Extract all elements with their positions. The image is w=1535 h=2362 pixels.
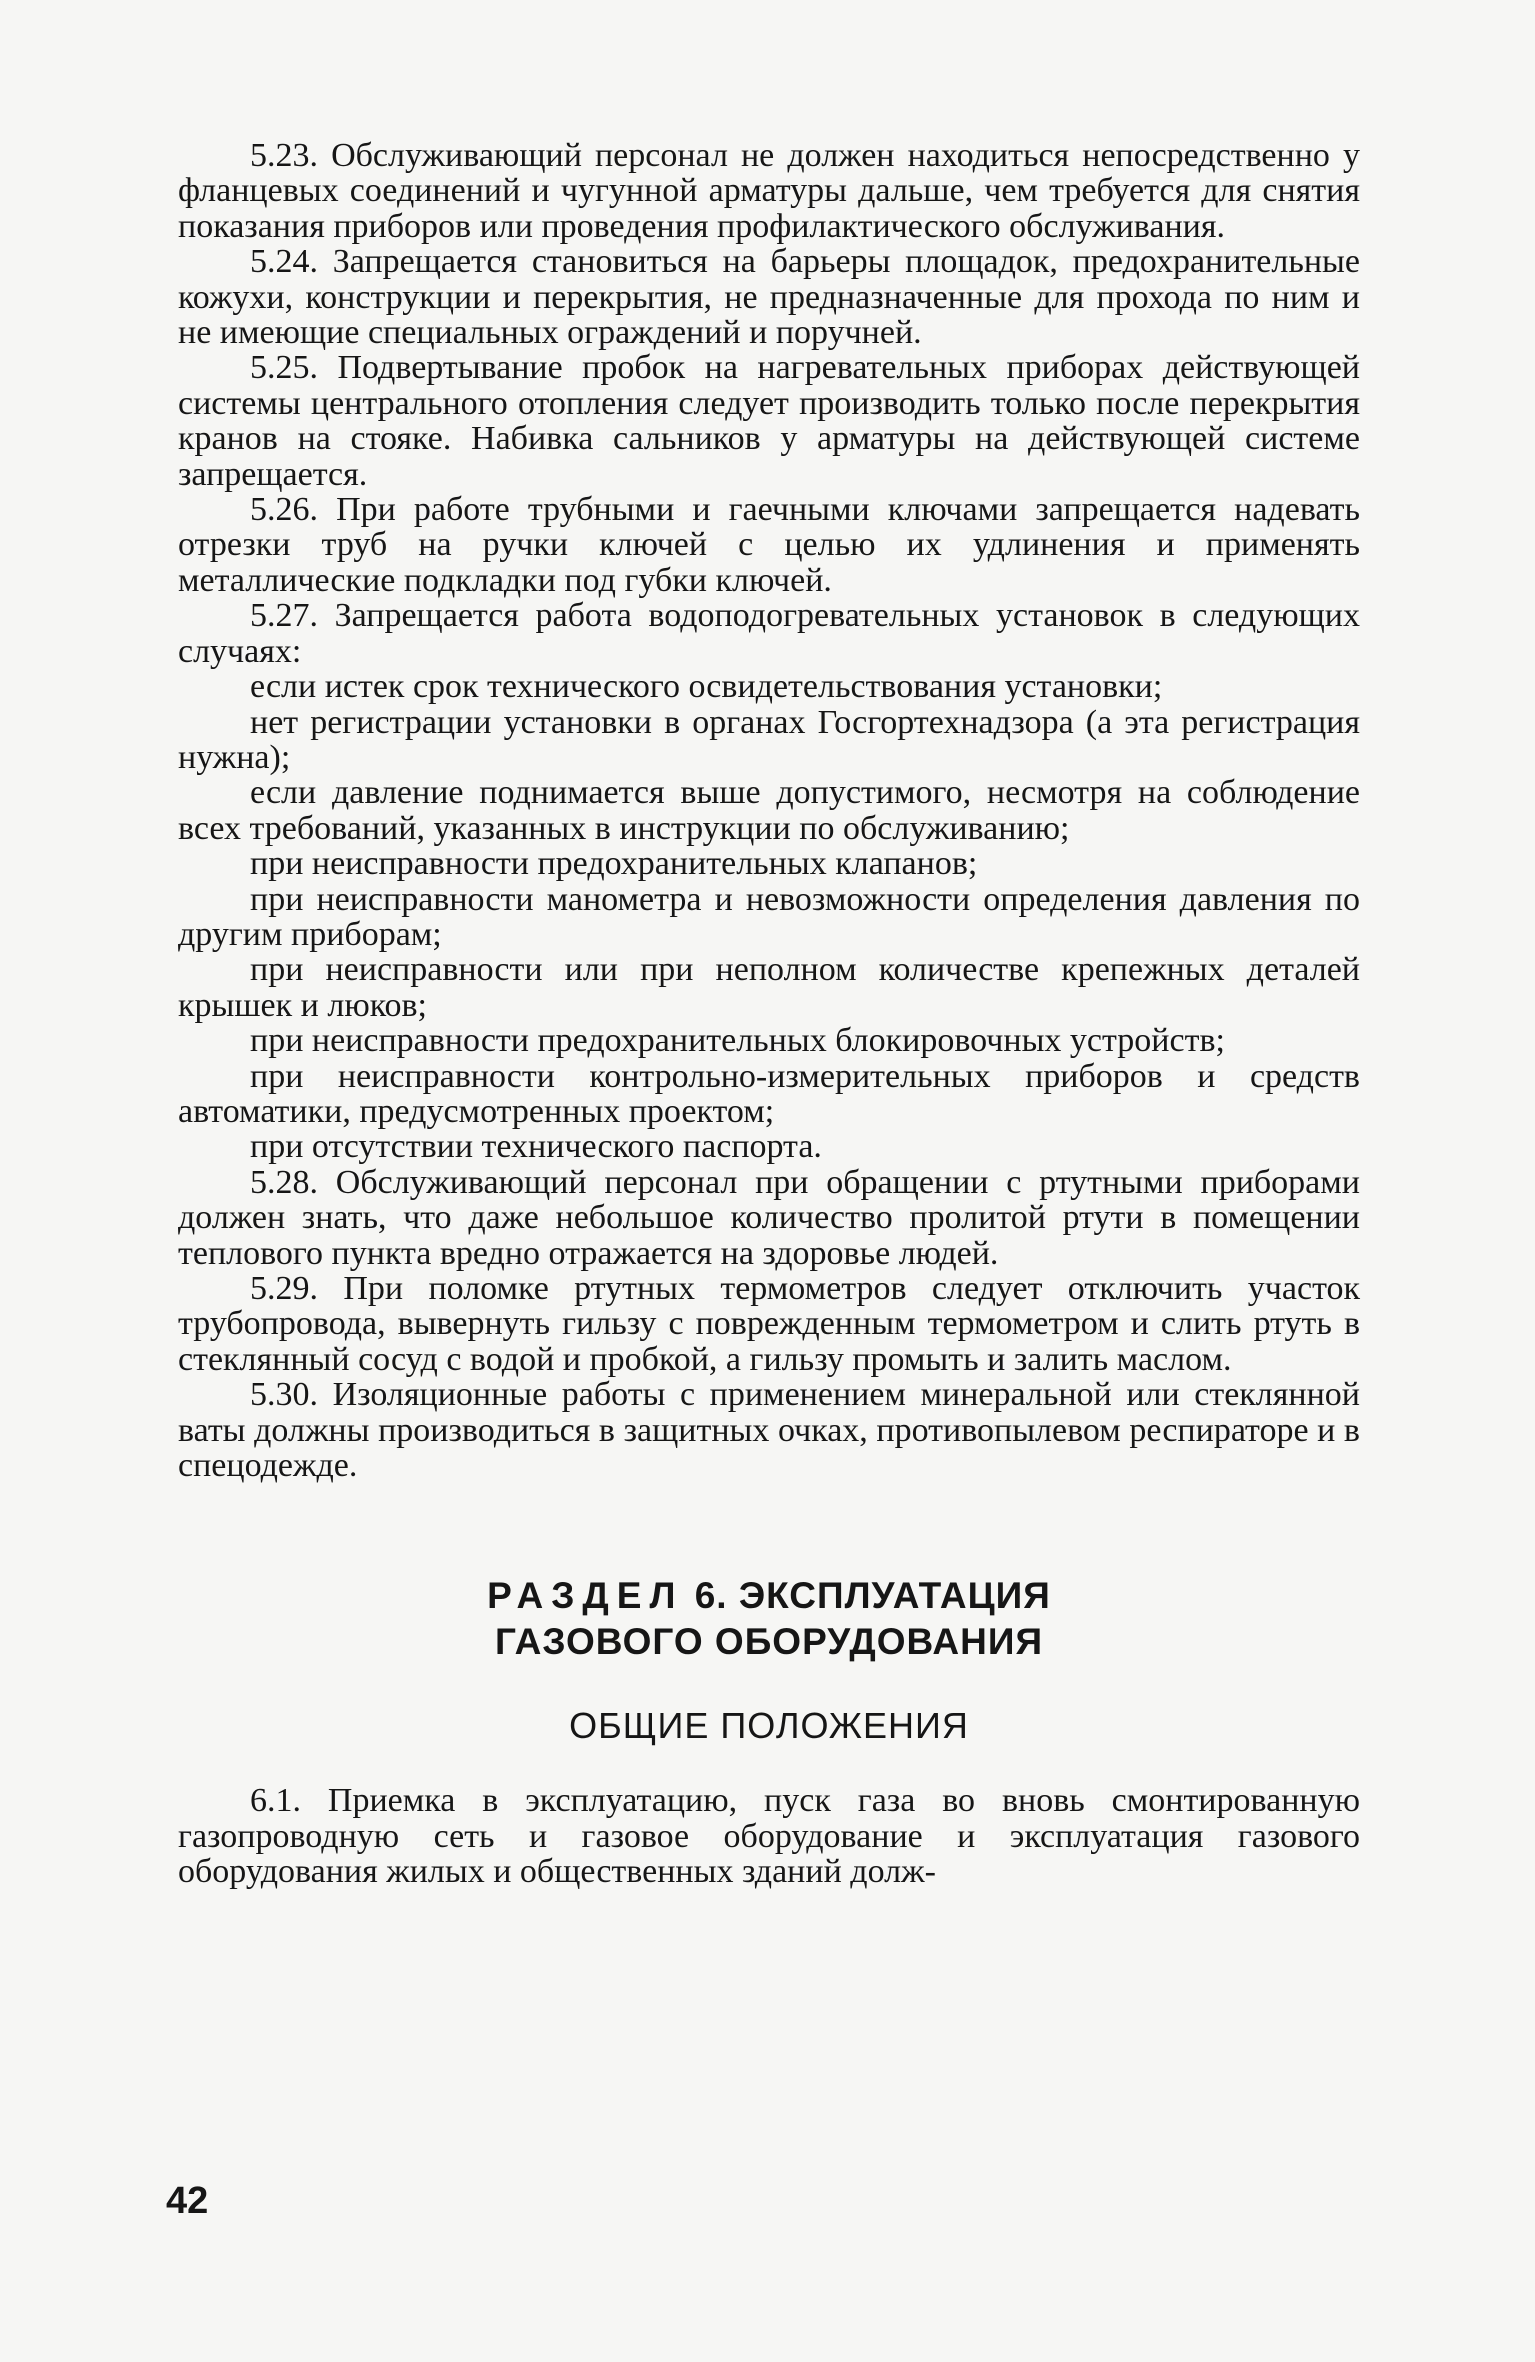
list-item: если истек срок технического освидетельствования установки; [250, 668, 1163, 706]
list-item: при отсутствии технического паспорта. [250, 1128, 822, 1166]
section-subtitle: ОБЩИЕ ПОЛОЖЕНИЯ [569, 1705, 969, 1747]
paragraph-5-23: 5.23. Обслуживающий персонал не должен находиться непосредственно у фланцевых соединений и чугунной арматуры дальше, чем требуется для снятия показания приборов или проведения профилактического обслуживания. [178, 137, 1360, 245]
list-item: при неисправности манометра и невозможности определения давления по другим приборам; [178, 880, 1360, 953]
paragraph-6-1: 6.1. Приемка в эксплуатацию, пуск газа во вновь смонтированную газопроводную сеть и газовое оборудование и эксплуатация газового оборудования жилых и общественных зданий долж- [178, 1782, 1360, 1891]
list-item: при неисправности или при неполном количестве крепежных деталей крышек и люков; [178, 951, 1360, 1024]
list-item: при неисправности контрольно-измерительных приборов и средств автоматики, предусмотренных проектом; [178, 1057, 1360, 1130]
paragraph-5-25: 5.25. Подвертывание пробок на нагревательных приборах действующей системы центрального отопления следует производить только после перекрытия кранов на стояке. Набивка сальников у арматуры на действующей системе запрещается. [178, 349, 1360, 493]
paragraph-5-30: 5.30. Изоляционные работы с применением минеральной или стеклянной ваты должны производиться в защитных очках, противопылевом респираторе и в спецодежде. [178, 1376, 1360, 1485]
list-item: при неисправности предохранительных блокировочных устройств; [250, 1022, 1225, 1060]
section-heading [178, 1573, 1360, 1619]
list-item: если давление поднимается выше допустимого, несмотря на соблюдение всех требований, указанных в инструкции по обслуживанию; [178, 774, 1360, 847]
paragraph-5-24: 5.24. Запрещается становиться на барьеры площадок, предохранительные кожухи, конструкции и перекрытия, не предназначенные для прохода по ним и не имеющие специальных ограждений и поручней. [178, 243, 1360, 352]
list-item: при неисправности предохранительных клапанов; [250, 845, 978, 883]
page-number: 42 [166, 2180, 209, 2222]
paragraph-5-28: 5.28. Обслуживающий персонал при обращении с ртутными приборами должен знать, что даже небольшое количество пролитой ртути в помещении теплового пункта вредно отражается на здоровье людей. [178, 1163, 1360, 1272]
section-gap [178, 1483, 1360, 1573]
section-word: РАЗДЕЛ [487, 1575, 684, 1617]
page-content [178, 138, 1360, 1890]
section-title-rest: 6. ЭКСПЛУАТАЦИЯ [694, 1575, 1051, 1617]
list-item: нет регистрации установки в органах Госгортехнадзора (а эта регистрация нужна); [178, 703, 1360, 776]
paragraph-5-26: 5.26. При работе трубными и гаечными ключами запрещается надевать отрезки труб на ручки ключей с целью их удлинения и применять металлические подкладки под губки ключей. [178, 491, 1360, 599]
paragraph-5-27: 5.27. Запрещается работа водоподогревательных установок в следующих случаях: [178, 597, 1360, 670]
paragraph-5-29: 5.29. При поломке ртутных термометров следует отключить участок трубопровода, вывернуть гильзу с поврежденным термометром и слить ртуть в стеклянный сосуд с водой и пробкой, а гильзу промыть и залить маслом. [178, 1270, 1360, 1378]
section-heading-line-2: ГАЗОВОГО ОБОРУДОВАНИЯ [494, 1621, 1044, 1663]
